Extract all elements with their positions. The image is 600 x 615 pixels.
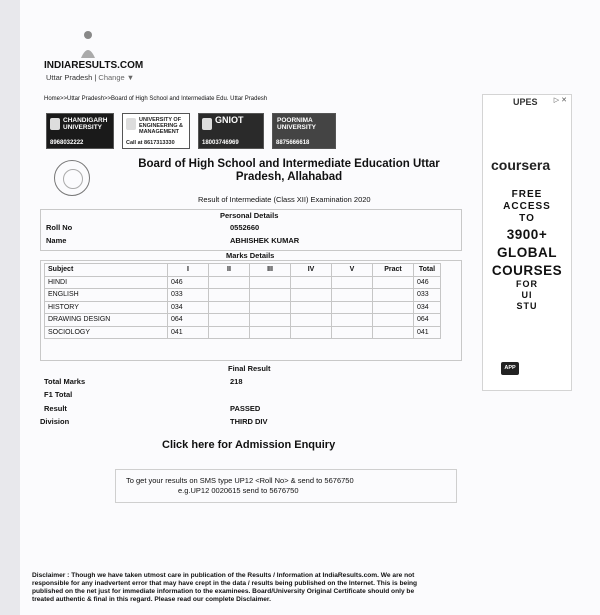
marks-iii-cell	[250, 314, 291, 327]
roll-no-value: 0552660	[230, 223, 260, 232]
marks-pract-cell	[373, 326, 414, 339]
promo-line: UI	[521, 290, 533, 300]
logo-text: INDIARESULTS.COM	[44, 60, 144, 71]
promo-line: TO	[519, 213, 535, 224]
marks-ii-cell	[209, 301, 250, 314]
ad-promo-text	[483, 189, 571, 312]
promo-line: ACCESS	[503, 201, 551, 212]
result-label: Result	[44, 404, 67, 413]
ad-chandigarh-university[interactable]	[46, 113, 114, 149]
marks-iv-cell	[291, 301, 332, 314]
col-v: V	[332, 264, 373, 277]
logo-mark-icon	[78, 30, 98, 60]
marks-table	[44, 263, 441, 339]
ad-gniot[interactable]	[198, 113, 264, 149]
table-row	[45, 276, 441, 289]
ad-poornima[interactable]	[272, 113, 336, 149]
total-marks-label: Total Marks	[44, 377, 86, 386]
table-row	[45, 301, 441, 314]
marks-pract-cell	[373, 314, 414, 327]
board-seal-icon	[54, 160, 90, 196]
marks-ii-cell	[209, 289, 250, 302]
board-title: Board of High School and Intermediate Education Uttar Pradesh, Allahabad	[138, 158, 440, 183]
personal-details-heading: Personal Details	[220, 211, 279, 220]
marks-header-row	[45, 264, 441, 277]
subject-cell: ENGLISH	[45, 289, 168, 302]
col-iii: III	[250, 264, 291, 277]
subject-cell: HISTORY	[45, 301, 168, 314]
marks-iii-cell	[250, 289, 291, 302]
subject-cell: HINDI	[45, 276, 168, 289]
marks-pract-cell	[373, 301, 414, 314]
ad-gniot-phone: 18003746969	[202, 140, 239, 146]
marks-pract-cell	[373, 289, 414, 302]
marks-total-cell: 034	[414, 301, 441, 314]
marks-i-cell: 046	[168, 276, 209, 289]
ad-uem-phone: Call at 8617313330	[126, 140, 175, 146]
marks-i-cell: 041	[168, 326, 209, 339]
col-pract: Pract	[373, 264, 414, 277]
disclaimer-text: Disclaimer : Though we have taken utmost care in publication of the Results / Information at IndiaResults.com. We are not responsible for any inadvertent error that may have crept in the data / results being published on the Internet. This is being published on the net just for immediate information to the examinees. Board/University Original Certificate should only be treated authentic & final in this regard. Please read our complete Disclaimer.	[32, 572, 418, 603]
coursera-logo: coursera	[491, 157, 551, 173]
promo-line: GLOBAL	[497, 245, 557, 260]
col-total: Total	[414, 264, 441, 277]
marks-total-cell: 046	[414, 276, 441, 289]
table-row	[45, 326, 441, 339]
subject-cell: SOCIOLOGY	[45, 326, 168, 339]
ad-gniot-name: GNIOT	[215, 115, 244, 125]
marks-i-cell: 064	[168, 314, 209, 327]
coursera-side-ad[interactable]	[482, 94, 572, 391]
marks-pract-cell	[373, 276, 414, 289]
col-subject: Subject	[45, 264, 168, 277]
marks-v-cell	[332, 301, 373, 314]
marks-v-cell	[332, 289, 373, 302]
uem-logo-icon	[126, 118, 136, 130]
marks-iv-cell	[291, 326, 332, 339]
admission-enquiry-link[interactable]: Click here for Admission Enquiry	[162, 439, 336, 451]
ad-uem-name: UNIVERSITY OF ENGINEERING & MANAGEMENT	[139, 117, 184, 135]
ad-uem[interactable]	[122, 113, 190, 149]
app-button[interactable]: APP	[501, 362, 519, 375]
promo-line: FREE	[511, 189, 543, 200]
sms-example: e.g.UP12 0020615 send to 5676750	[178, 486, 299, 495]
final-result-heading: Final Result	[228, 364, 271, 373]
marks-iii-cell	[250, 276, 291, 289]
promo-line: STU	[516, 301, 538, 311]
table-row	[45, 289, 441, 302]
ad-cu-name: CHANDIGARH UNIVERSITY	[63, 117, 108, 131]
marks-ii-cell	[209, 314, 250, 327]
ad-poornima-phone: 8875666618	[276, 140, 310, 146]
marks-iv-cell	[291, 276, 332, 289]
change-region-link[interactable]: Change ▼	[98, 73, 135, 82]
marks-ii-cell	[209, 326, 250, 339]
division-label: Division	[40, 417, 70, 426]
table-row	[45, 314, 441, 327]
marks-i-cell: 033	[168, 289, 209, 302]
ad-close-icon[interactable]: ▷ ✕	[553, 97, 567, 104]
region-name: Uttar Pradesh	[46, 73, 93, 82]
gniot-logo-icon	[202, 118, 212, 130]
total-marks-value: 218	[230, 377, 243, 386]
marks-total-cell: 064	[414, 314, 441, 327]
marks-iv-cell	[291, 314, 332, 327]
ad-poornima-name: POORNIMA UNIVERSITY	[277, 117, 317, 131]
marks-iii-cell	[250, 301, 291, 314]
division-value: THIRD DIV	[230, 417, 268, 426]
marks-total-cell: 041	[414, 326, 441, 339]
university-crest-icon	[50, 118, 60, 130]
marks-iii-cell	[250, 326, 291, 339]
marks-iv-cell	[291, 289, 332, 302]
name-label: Name	[46, 236, 67, 245]
roll-no-label: Roll No	[46, 223, 73, 232]
marks-ii-cell	[209, 276, 250, 289]
f1-total-label: F1 Total	[44, 390, 73, 399]
name-value: ABHISHEK KUMAR	[230, 236, 300, 245]
region-separator: |	[92, 73, 99, 82]
col-iv: IV	[291, 264, 332, 277]
marks-i-cell: 034	[168, 301, 209, 314]
region-selector	[46, 73, 134, 82]
breadcrumb[interactable]: Home>>Uttar Pradesh>>Board of High School and Intermediate Edu. Uttar Pradesh	[44, 96, 268, 102]
subject-cell: DRAWING DESIGN	[45, 314, 168, 327]
marks-total-cell: 033	[414, 289, 441, 302]
result-value: PASSED	[230, 404, 261, 413]
col-ii: II	[209, 264, 250, 277]
ad-cu-phone: 8968032222	[50, 140, 84, 146]
marks-v-cell	[332, 276, 373, 289]
upes-logo: UPES	[513, 97, 538, 107]
col-i: I	[168, 264, 209, 277]
sms-instruction: To get your results on SMS type UP12 <Roll No> & send to 5676750	[126, 476, 354, 485]
promo-line: FOR	[516, 279, 538, 289]
marks-v-cell	[332, 314, 373, 327]
marks-details-heading: Marks Details	[226, 251, 275, 260]
promo-line: COURSES	[491, 263, 563, 278]
promo-line: 3900+	[506, 227, 548, 242]
marks-v-cell	[332, 326, 373, 339]
exam-title: Result of Intermediate (Class XII) Examination 2020	[198, 195, 371, 204]
